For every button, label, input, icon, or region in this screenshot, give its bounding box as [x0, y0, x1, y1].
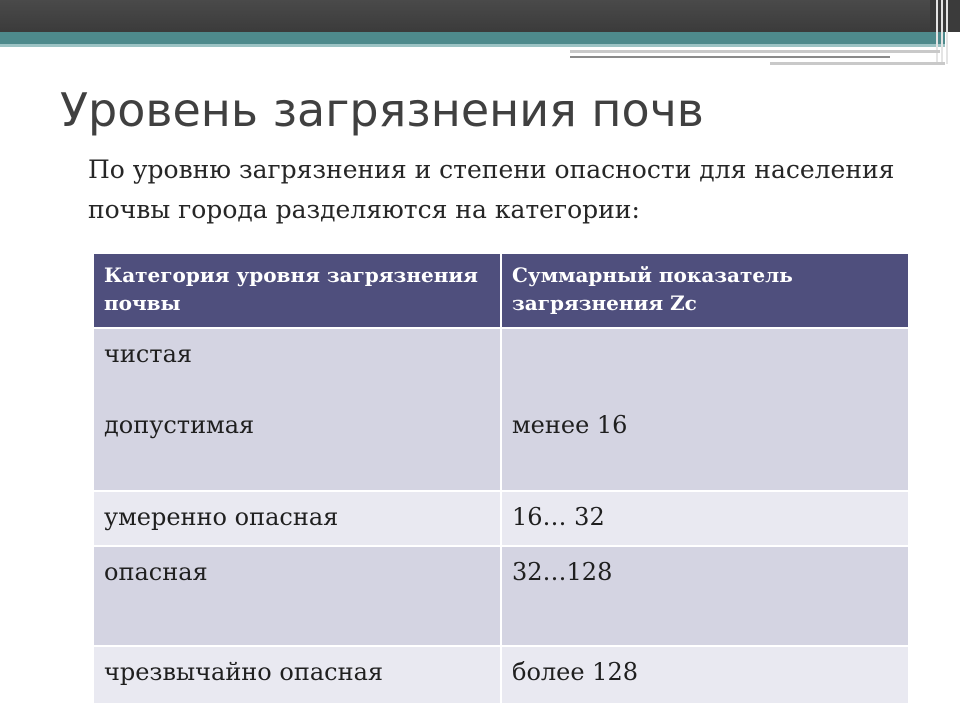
value-cell: более 128	[512, 658, 638, 686]
decor-stripe	[946, 0, 948, 64]
teal-accent-band-light	[0, 44, 945, 47]
category-acceptable: допустимая	[104, 411, 255, 439]
value-cell: 16… 32	[512, 503, 605, 531]
category-cell	[94, 329, 502, 490]
table-row	[94, 547, 908, 645]
table-row	[94, 492, 908, 545]
zc-value: менее 16	[512, 411, 628, 439]
category-cell: умеренно опасная	[94, 492, 502, 545]
value-cell: 32…128	[512, 558, 613, 586]
slide-title: Уровень загрязнения почв	[60, 83, 704, 137]
header-cell-category: Категория уровня загрязнения почвы	[94, 254, 502, 327]
category-clean: чистая	[104, 340, 193, 368]
table-header-row	[94, 254, 908, 327]
table-row	[94, 647, 908, 703]
category-cell: опасная	[94, 547, 502, 645]
decor-line	[570, 50, 940, 53]
intro-text: По уровню загрязнения и степени опасности для населения почвы города разделяются на категории:	[88, 155, 895, 224]
decor-stripe	[941, 0, 943, 64]
header-cell-zc: Суммарный показатель загрязнения Zc	[512, 263, 793, 315]
category-cell: чрезвычайно опасная	[94, 647, 502, 703]
table-row	[94, 329, 908, 490]
top-decor-bar-inner	[0, 0, 930, 30]
decor-line	[770, 62, 945, 65]
top-decor-bar	[0, 0, 960, 32]
value-cell	[502, 329, 908, 490]
decor-stripe	[936, 0, 938, 64]
decor-line	[570, 56, 890, 58]
teal-accent-band	[0, 32, 945, 44]
